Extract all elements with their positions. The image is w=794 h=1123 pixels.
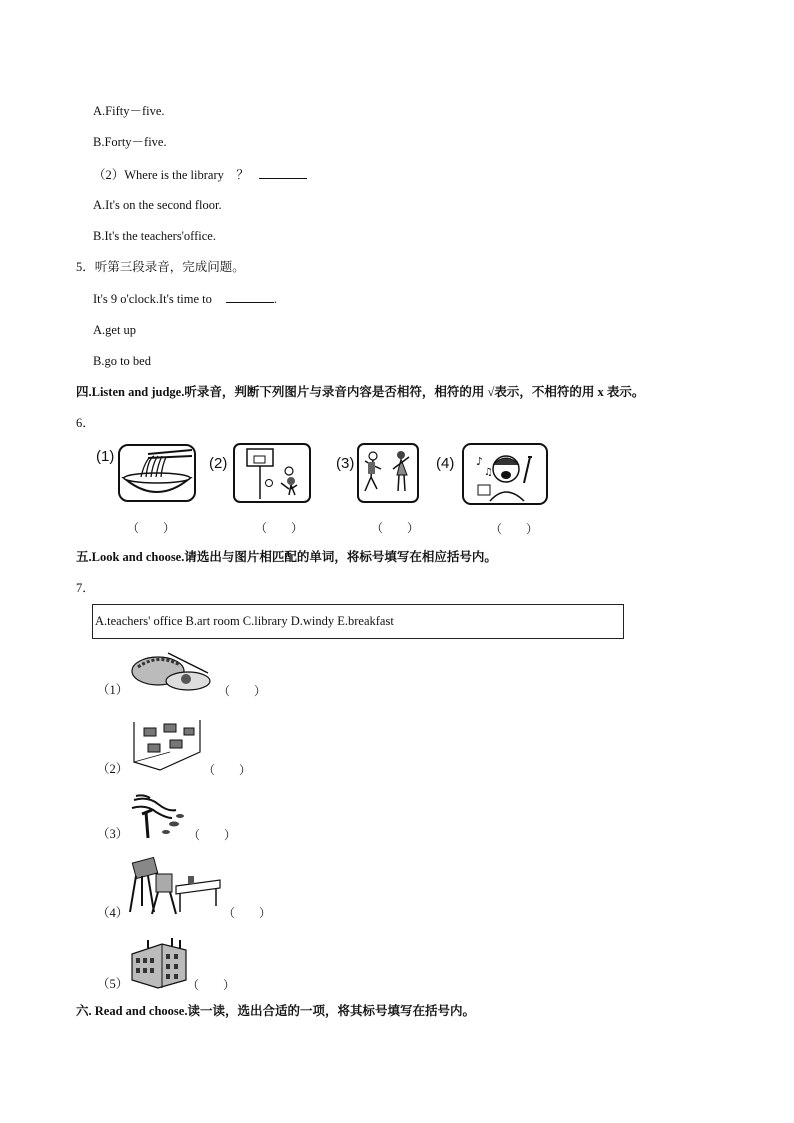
question-4-2 bbox=[93, 166, 307, 183]
answer-paren-7-2[interactable]: （ ） bbox=[203, 763, 252, 777]
question-5-period: . bbox=[273, 292, 278, 306]
picture-label-4: (4) bbox=[436, 455, 455, 472]
question-5-title: 5．听第三段录音，完成问题。 bbox=[76, 260, 245, 274]
answer-blank[interactable] bbox=[259, 166, 307, 179]
dancing-children-picture bbox=[357, 443, 419, 503]
option-b-forty-five: B.Forty－five. bbox=[93, 135, 167, 149]
section-4-title: 四.Listen and judge.听录音，判断下列图片与录音内容是否相符，相符的用 √表示，不相符的用 x 表示。 bbox=[76, 385, 645, 399]
item-label-5: （5） bbox=[97, 977, 129, 991]
basketball-picture bbox=[233, 443, 311, 503]
breakfast-picture bbox=[128, 645, 212, 693]
option-b-go-to-bed: B.go to bed bbox=[93, 354, 151, 368]
option-a-second-floor: A.It's on the second floor. bbox=[93, 198, 222, 212]
section-5-title: 五.Look and choose.请选出与图片相匹配的单词，将标号填写在相应括号内。 bbox=[76, 550, 497, 564]
section-6-title: 六. Read and choose.读一读，选出合适的一项，将其标号填写在括号内。 bbox=[76, 1004, 475, 1018]
question-5-sentence bbox=[93, 290, 277, 307]
picture-label-2: (2) bbox=[209, 455, 228, 472]
classroom-picture bbox=[130, 712, 204, 774]
answer-paren-6-2[interactable]: （ ） bbox=[255, 521, 304, 535]
answer-paren-6-4[interactable]: （ ） bbox=[490, 522, 539, 536]
answer-paren-7-1[interactable]: （ ） bbox=[218, 684, 267, 698]
question-4-2-text: （2）Where is the library ？ bbox=[93, 168, 249, 182]
item-label-3: （3） bbox=[97, 827, 129, 841]
item-label-2: （2） bbox=[97, 762, 129, 776]
question-5-text: It's 9 o'clock.It's time to bbox=[93, 292, 212, 306]
svg-text:♪: ♪ bbox=[476, 455, 484, 468]
question-6-number: 6． bbox=[76, 416, 95, 430]
option-a-fifty-five: A.Fifty－five. bbox=[93, 104, 165, 118]
question-7-number: 7． bbox=[76, 581, 95, 595]
answer-paren-7-5[interactable]: （ ） bbox=[187, 978, 236, 992]
option-b-teachers-office: B.It's the teachers'office. bbox=[93, 229, 216, 243]
picture-label-3: (3) bbox=[336, 455, 355, 472]
library-building-picture bbox=[128, 934, 190, 990]
picture-label-1: (1) bbox=[96, 448, 115, 465]
answer-paren-7-3[interactable]: （ ） bbox=[188, 828, 237, 842]
windy-tree-picture bbox=[128, 794, 188, 840]
answer-paren-6-1[interactable]: （ ） bbox=[127, 521, 176, 535]
answer-paren-7-4[interactable]: （ ） bbox=[223, 906, 272, 920]
art-room-picture bbox=[126, 856, 224, 918]
answer-blank[interactable] bbox=[226, 290, 274, 303]
item-label-4: （4） bbox=[97, 906, 129, 920]
item-label-1: （1） bbox=[97, 683, 129, 697]
word-options-box bbox=[92, 604, 624, 639]
singing-man-picture bbox=[462, 443, 548, 505]
option-a-get-up: A.get up bbox=[93, 323, 137, 337]
svg-text:♫: ♫ bbox=[484, 467, 493, 478]
noodles-picture bbox=[118, 444, 196, 502]
answer-paren-6-3[interactable]: （ ） bbox=[371, 521, 420, 535]
word-options-text: A.teachers' office B.art room C.library D.windy E.breakfast bbox=[95, 614, 394, 628]
